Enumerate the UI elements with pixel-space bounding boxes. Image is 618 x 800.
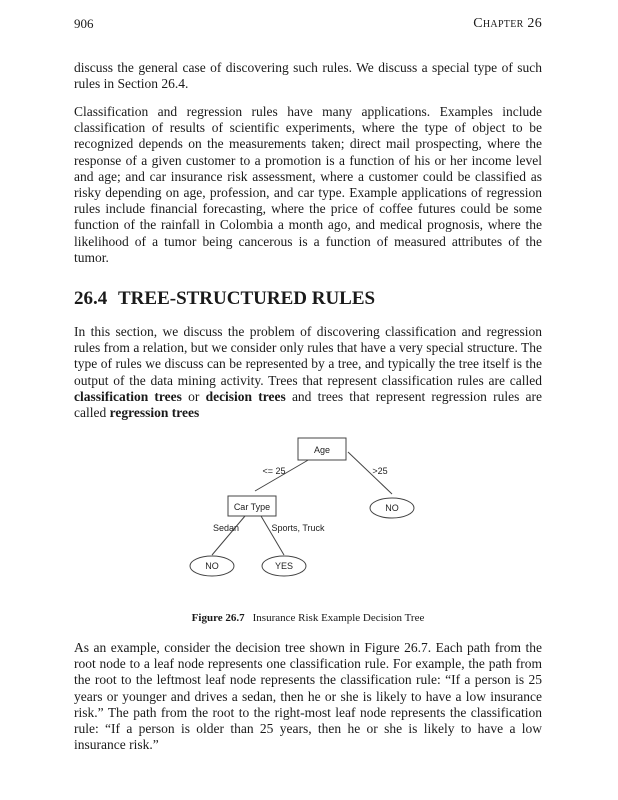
edge-cartype-no	[212, 516, 245, 555]
node-cartype-label: Car Type	[233, 502, 271, 512]
figure-caption	[74, 612, 542, 624]
paragraph-tree-rules	[74, 324, 542, 421]
edge-label-sports-truck: Sports, Truck	[271, 523, 325, 533]
paragraph-intro: discuss the general case of discovering such rules. We discuss a special type of such rules in Section 26.4.	[74, 60, 542, 92]
chapter-title: Chapter 26	[473, 16, 542, 31]
decision-tree-figure	[150, 430, 470, 600]
text-run: In this section, we discuss the problem of discovering classification and regression rules from a relation, but we consider only rules that have a very special structure. The type of rules we discuss can be represented by a tree, and typically the tree itself is the output of the data mining activity. Trees that represent classification rules are called	[74, 324, 542, 388]
term-decision-trees: decision trees	[205, 388, 286, 404]
figure-caption-text: Insurance Risk Example Decision Tree	[252, 612, 425, 624]
edge-label-sedan: Sedan	[212, 523, 240, 533]
decision-tree-diagram	[150, 430, 470, 600]
edge-label-le25: <= 25	[262, 466, 286, 476]
leaf-no-right-label: NO	[385, 503, 399, 513]
leaf-no-left-label: NO	[205, 561, 219, 571]
figure-caption-label: Figure 26.7	[191, 612, 245, 624]
section-title: TREE-STRUCTURED RULES	[118, 288, 376, 309]
page-header	[74, 12, 542, 36]
edge-label-gt25: >25	[372, 466, 388, 476]
leaf-yes-label: YES	[274, 561, 294, 571]
edge-cartype-yes	[261, 516, 284, 555]
node-age-label: Age	[313, 445, 331, 455]
paragraph-applications: Classification and regression rules have many applications. Examples include classification of results of scientific experiments, where the type of object to be recognized depends on the measurements taken; direct mail prospecting, where the response of a given customer to a promotion is a function of his or her income level and age; and car insurance risk assessment, where a customer could be classified as risky depending on age, profession, and car type. Example applications of regression rules include financial forecasting, where the price of coffee futures could be some function of the rainfall in Colombia a month ago, and medical prognosis, where the likelihood of a tumor being cancerous is a function of measured attributes of the tumor.	[74, 104, 542, 265]
page-number: 906	[74, 16, 94, 31]
text-run: or	[181, 388, 206, 404]
term-classification-trees: classification trees	[74, 388, 182, 404]
section-number: 26.4	[74, 288, 108, 309]
section-heading	[74, 288, 542, 310]
paragraph-example: As an example, consider the decision tree shown in Figure 26.7. Each path from the root node to a leaf node represents one classification rule. For example, the path from the root to the leftmost leaf node represents the classification rule: “If a person is 25 years or younger and drives a sedan, then he or she is likely to have a low insurance risk.” The path from the root to the right-most leaf node represents the classification rule: “If a person is older than 25 years, then he or she is likely to have a low insurance risk.”	[74, 640, 542, 753]
term-regression-trees: regression trees	[109, 405, 200, 421]
text-run: and trees that represent regression rules are called	[74, 388, 542, 421]
